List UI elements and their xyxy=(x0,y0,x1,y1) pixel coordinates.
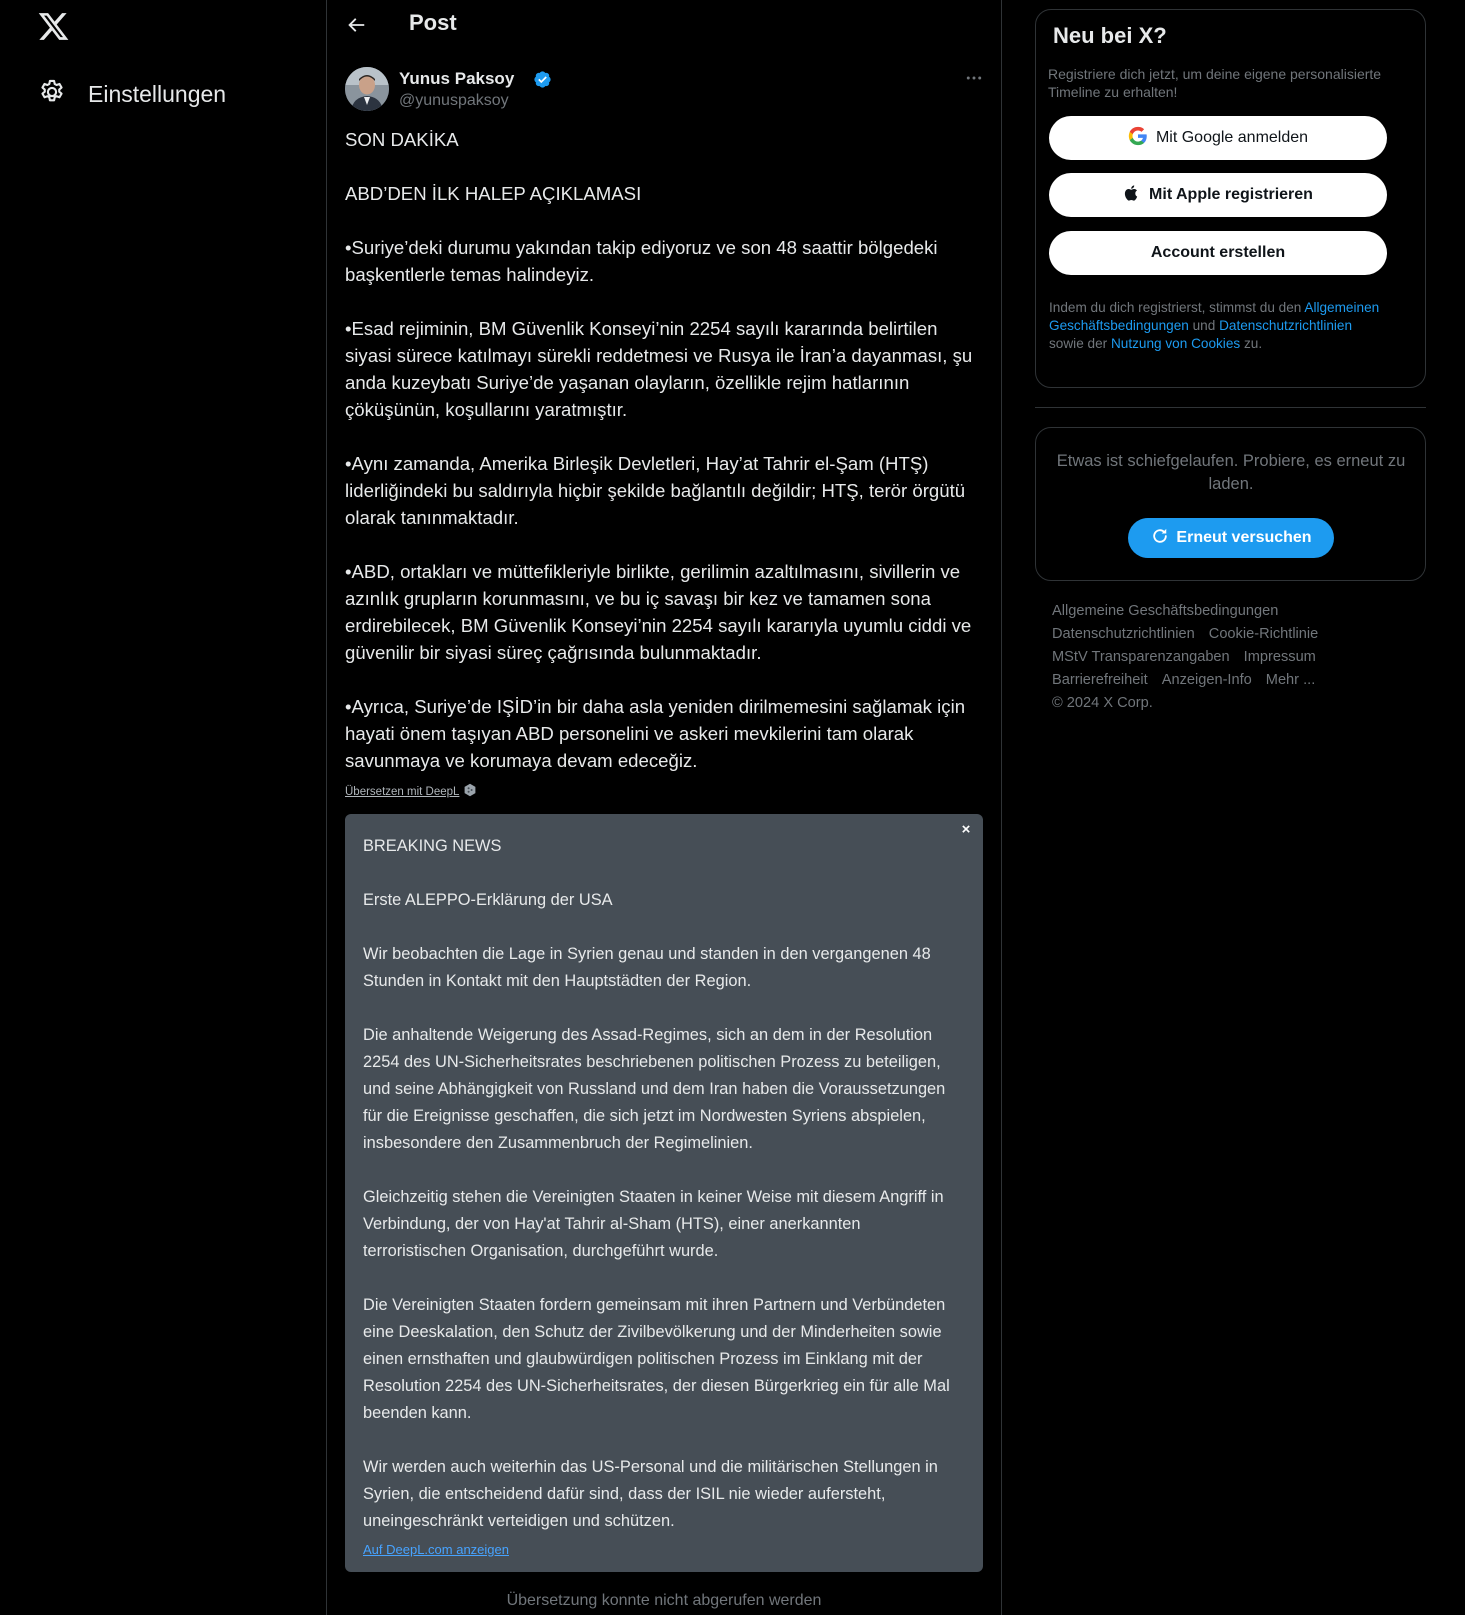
refresh-icon xyxy=(1150,526,1170,551)
google-icon xyxy=(1128,126,1148,151)
tweet-paragraph: •Aynı zamanda, Amerika Birleşik Devletleri, Hay’at Tahrir el-Şam (HTŞ) liderliğindeki bu saldırıyla hiçbir şekilde bağlantılı değildir; HTŞ, terör örgütü olarak tanınmaktadır. xyxy=(345,453,966,528)
footer-more-link[interactable]: Mehr ... xyxy=(1265,672,1316,688)
tweet-paragraph: ABD’DEN İLK HALEP AÇIKLAMASI xyxy=(345,183,642,204)
footer-mstv-link[interactable]: MStV Transparenzangaben xyxy=(1052,649,1230,665)
page-header xyxy=(327,0,1001,50)
footer-copyright: © 2024 X Corp. xyxy=(1052,695,1153,711)
translation-paragraph: Wir beobachten die Lage in Syrien genau und standen in den vergangenen 48 Stunden in Kontakt mit den Hauptstädten der Region. xyxy=(363,945,931,990)
tweet-paragraph: •Ayrıca, Suriye’de IŞİD’in bir daha asla yeniden dirilmemesini sağlamak için hayati önem taşıyan ABD personelini ve askeri mevkilerini tam olarak savunmaya ve korumaya devam edeceğiz. xyxy=(345,696,966,771)
translation-paragraph: Gleichzeitig stehen die Vereinigten Staaten in keiner Weise mit diesem Angriff in Verbindung, der von Hay'at Tahrir al-Sham (HTS), einer anerkannten terroristischen Organisation, durchgeführt wurde. xyxy=(363,1188,944,1260)
verified-badge-icon xyxy=(533,70,552,89)
legal-and: und xyxy=(1188,318,1220,333)
error-message: Etwas ist schiefgelaufen. Probiere, es erneut zu laden. xyxy=(1056,452,1406,493)
footer-cookie-link[interactable]: Cookie-Richtlinie xyxy=(1208,626,1319,642)
translation-error-text: Übersetzung konnte nicht abgerufen werden xyxy=(506,1592,822,1609)
gear-icon xyxy=(38,78,66,111)
author-name[interactable]: Yunus Paksoy xyxy=(399,69,515,88)
more-options-icon[interactable] xyxy=(963,67,985,89)
page-title: Post xyxy=(409,10,457,35)
tweet-text xyxy=(345,126,985,774)
close-icon[interactable]: × xyxy=(961,821,971,838)
footer-privacy-link[interactable]: Datenschutzrichtlinien xyxy=(1052,626,1195,642)
translation-paragraph: Erste ALEPPO-Erklärung der USA xyxy=(363,891,613,909)
footer-links xyxy=(1052,600,1422,715)
legal-suffix: zu. xyxy=(1240,336,1263,351)
google-signin-button[interactable] xyxy=(1049,116,1387,160)
signup-title: Neu bei X? xyxy=(1053,23,1167,48)
tweet-paragraph: •Suriye’deki durumu yakından takip ediyoruz ve son 48 saattir bölgedeki başkentlerle temas halindeyiz. xyxy=(345,237,938,285)
create-account-button[interactable] xyxy=(1049,231,1387,275)
translation-panel xyxy=(345,814,983,1572)
retry-label: Erneut versuchen xyxy=(1176,529,1312,546)
author-handle[interactable]: @yunuspaksoy xyxy=(399,92,509,109)
signup-card xyxy=(1035,9,1426,388)
footer-terms-link[interactable]: Allgemeine Geschäftsbedingungen xyxy=(1052,603,1279,619)
translation-paragraph: Die Vereinigten Staaten fordern gemeinsam mit ihren Partnern und Verbündeten eine Deeskalation, den Schutz der Zivilbevölkerung und der Minderheiten sowie einen ernsthaften und glaubwürdigen politischen Prozess im Einklang mit der Resolution 2254 des UN-Sicherheitsrates, der diesen Bürgerkrieg ein für alle Mal beenden kann. xyxy=(363,1296,950,1422)
footer-ads-link[interactable]: Anzeigen-Info xyxy=(1161,672,1252,688)
translate-with-deepl-link[interactable] xyxy=(345,783,477,800)
cookies-link[interactable]: Nutzung von Cookies xyxy=(1110,336,1241,351)
signup-subtitle: Registriere dich jetzt, um deine eigene personalisierte Timeline zu erhalten! xyxy=(1048,66,1382,100)
deepl-link-label: Übersetzen mit DeepL xyxy=(345,785,460,798)
tweet-paragraph: •Esad rejiminin, BM Güvenlik Konseyi’nin 2254 sayılı kararında belirtilen siyasi sürece katılmayı sürekli reddetmesi ve Rusya ile İran’a dayanması, şu anda kuzeybatı Suriye’de yaşanan olayların, özellikle rejim hatlarının çöküşünün, koşullarını yaratmıştır. xyxy=(345,318,973,420)
tweet-paragraph: SON DAKİKA xyxy=(345,129,459,150)
apple-register-label: Mit Apple registrieren xyxy=(1149,186,1313,203)
deepl-icon xyxy=(463,783,477,800)
footer-imprint-link[interactable]: Impressum xyxy=(1243,649,1316,665)
footer-accessibility-link[interactable]: Barrierefreiheit xyxy=(1052,672,1148,688)
translation-text xyxy=(363,833,963,1562)
signup-legal-text xyxy=(1049,299,1389,353)
terms-link[interactable]: Allgemeinen Geschäftsbedingungen xyxy=(1049,300,1380,333)
avatar[interactable] xyxy=(345,67,389,111)
tweet-paragraph: •ABD, ortakları ve müttefikleriyle birlikte, gerilimin azaltılmasını, sivillerin ve azınlık grupların korunmasını, ve bu iç savaşı bir kez ve tamamen sona erdirebilecek, BM Güvenlik Konseyi’nin 2254 sayılı kararıyla uyumlu ciddi ve güvenilir bir siyasi süreç çağrısında bulunmaktadır. xyxy=(345,561,972,663)
nav-item-settings[interactable] xyxy=(38,74,226,114)
legal-mid: sowie der xyxy=(1049,336,1111,351)
sidebar-divider xyxy=(1035,407,1426,408)
legal-prefix: Indem du dich registrierst, stimmst du den xyxy=(1049,300,1305,315)
main-column xyxy=(326,0,1002,1615)
translation-paragraph: BREAKING NEWS xyxy=(363,837,502,855)
x-logo-icon[interactable] xyxy=(37,10,70,43)
translation-paragraph: Die anhaltende Weigerung des Assad-Regimes, sich an dem in der Resolution 2254 des UN-Sicherheitsrates beschriebenen politischen Prozess zu beteiligen, und seine Abhängigkeit von Russland und dem Iran haben die Voraussetzungen für die Ereignisse geschaffen, die sich jetzt im Nordwesten Syriens abspielen, insbesondere den Zusammenbruch der Regimelinien. xyxy=(363,1026,946,1152)
google-signin-label: Mit Google anmelden xyxy=(1155,129,1309,146)
nav-settings-label: Einstellungen xyxy=(88,80,227,107)
create-account-label: Account erstellen xyxy=(1150,244,1286,261)
show-on-deepl-link[interactable]: Auf DeepL.com anzeigen xyxy=(363,1542,509,1557)
back-arrow-icon[interactable] xyxy=(341,10,371,40)
retry-button[interactable] xyxy=(1128,518,1334,558)
apple-register-button[interactable] xyxy=(1049,173,1387,217)
tweet-author xyxy=(345,67,985,117)
apple-icon xyxy=(1123,183,1141,208)
privacy-link[interactable]: Datenschutzrichtlinien xyxy=(1219,318,1353,333)
translation-paragraph: Wir werden auch weiterhin das US-Personal und die militärischen Stellungen in Syrien, die entscheidend dafür sind, dass der ISIL nie wieder aufersteht, uneingeschränkt verteidigen und schützen. xyxy=(363,1458,938,1530)
error-card xyxy=(1035,427,1426,581)
